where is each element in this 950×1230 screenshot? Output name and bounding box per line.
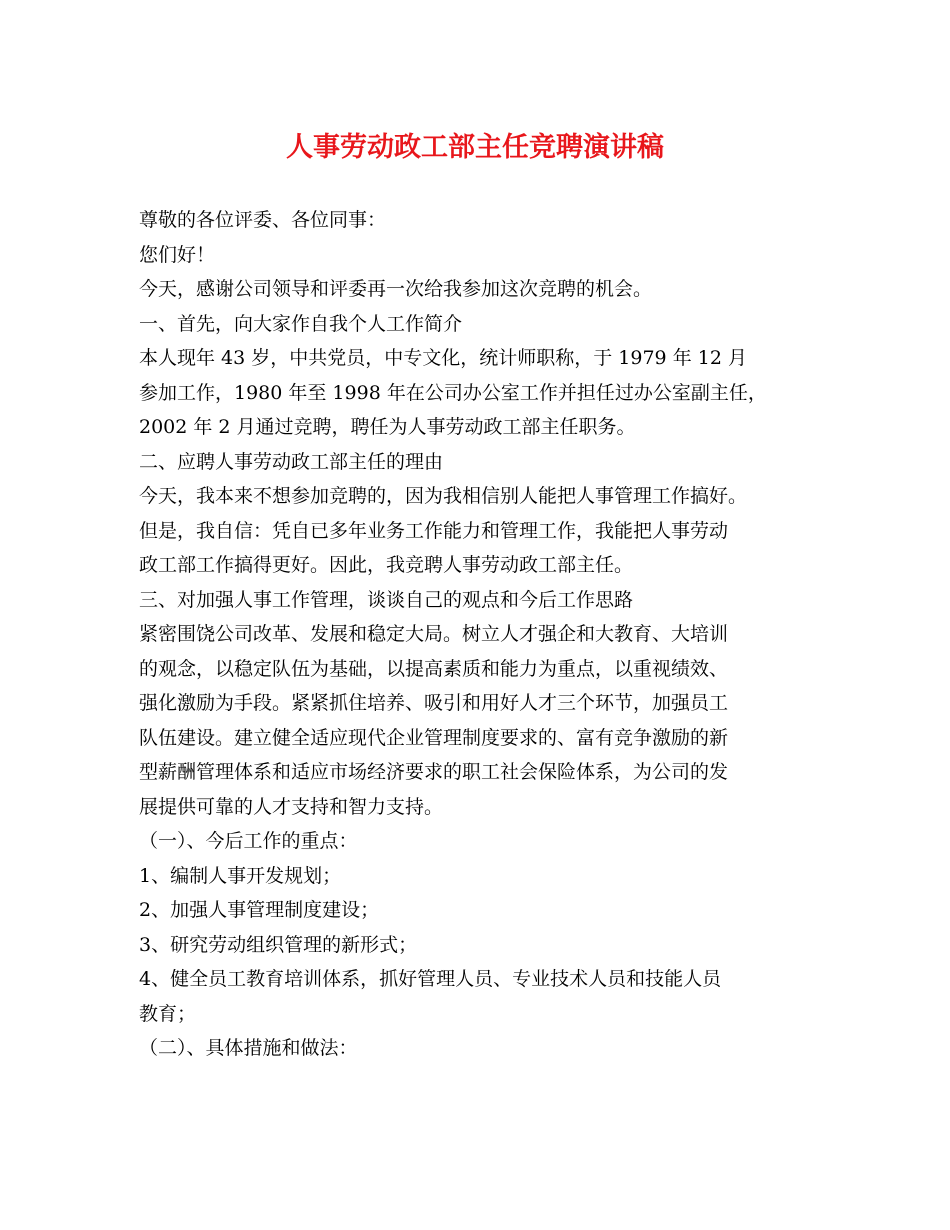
body-line: 的观念，以稳定队伍为基础，以提高素质和能力为重点，以重视绩效、 [139, 657, 729, 680]
body-line: 2002 年 2 月通过竞聘，聘任为人事劳动政工部主任职务。 [139, 416, 636, 438]
body-line: 紧密围饶公司改革、发展和稳定大局。树立人才强企和大教育、大培训 [139, 623, 729, 645]
body-line: 强化激励为手段。紧紧抓住培养、吸引和用好人才三个环节，加强员工 [139, 692, 729, 714]
body-line: 本人现年 43 岁，中共党员，中专文化，统计师职称，于 1979 年 12 月 [139, 347, 747, 369]
body-line: 今天，我本来不想参加竞聘的，因为我相信别人能把人事管理工作搞好。 [139, 485, 748, 507]
list-item: 3、研究劳动组织管理的新形式； [139, 933, 418, 956]
list-item: 1、编制人事开发规划； [139, 864, 342, 887]
body-line: 尊敬的各位评委、各位同事： [139, 209, 387, 231]
body-line: 今天，感谢公司领导和评委再一次给我参加这次竞聘的机会。 [139, 278, 653, 300]
subsection-heading: （一）、今后工作的重点： [139, 830, 358, 852]
list-item: 4、健全员工教育培训体系，抓好管理人员、专业技术人员和技能人员 [139, 968, 722, 990]
section-heading: 三、对加强人事工作管理，谈谈自己的观点和今后工作思路 [139, 588, 634, 611]
body-line: 参加工作，1980 年至 1998 年在公司办公室工作并担任过办公室副主任， [139, 381, 767, 404]
body-line: 型薪酬管理体系和适应市场经济要求的职工社会保险体系，为公司的发 [139, 761, 729, 783]
body-line: 展提供可靠的人才支持和智力支持。 [139, 795, 444, 818]
body-line: 您们好！ [139, 243, 216, 266]
document-title: 人事劳动政工部主任竞聘演讲稿 [286, 132, 664, 163]
subsection-heading: （二）、具体措施和做法： [139, 1037, 358, 1059]
body-line: 但是，我自信：凭自已多年业务工作能力和管理工作，我能把人事劳动 [139, 519, 729, 542]
body-line: 队伍建设。建立健全适应现代企业管理制度要求的、富有竞争激励的新 [139, 726, 729, 749]
section-heading: 一、首先，向大家作自我个人工作简介 [139, 312, 463, 335]
body-line: 政工部工作搞得更好。因此，我竞聘人事劳动政工部主任。 [139, 554, 634, 576]
section-heading: 二、应聘人事劳动政工部主任的理由 [139, 450, 444, 473]
list-item: 教育； [139, 1002, 197, 1025]
document-body [139, 203, 829, 1066]
list-item: 2、加强人事管理制度建设； [139, 899, 380, 921]
